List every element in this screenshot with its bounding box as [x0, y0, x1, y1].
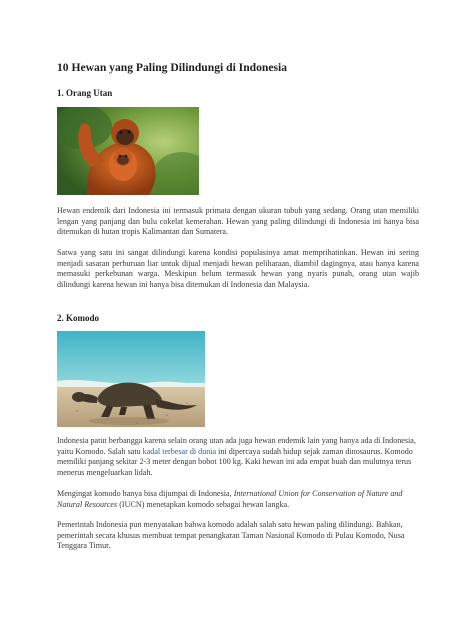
komodo-paragraph-2 [57, 489, 419, 510]
komodo-photo [57, 331, 205, 427]
orangutan-photo [57, 107, 199, 195]
komodo-paragraph-1-text-b: ini dipercaya sudah hidup sejak zaman dinosaurus. Komodo memiliki panjang sekitar 2-3 meter dengan bobot 100 kg. Kaki hewan ini ada empat buah dan mulutnya terus menerus mengeluarkan lidah. [57, 446, 413, 477]
komodo-paragraph-3: Pemerintah Indonesia pun menyatakan bahwa komodo adalah salah satu hewan paling dilindungi. Bahkan, pemerintah secara khusus membuat tempat penangkaran Taman Nasional Komodo di Pulau Komodo, Nusa Tenggara Timur. [57, 520, 405, 551]
document-title: 10 Hewan yang Paling Dilindungi di Indonesia [57, 61, 288, 74]
section-heading-orang-utan: 1. Orang Utan [57, 88, 113, 98]
orang-utan-paragraph-1: Hewan endemik dari Indonesia ini termasuk primata dengan ukuran tubuh yang sedang. Orang utan memiliki lengan yang panjang dan bulu cokelat kemerahan. Hewan yang paling dilindungi di Indonesia ini hanya bisa ditemukan di hutan tropis Kalimantan dan Sumatera. [57, 206, 419, 237]
komodo-paragraph-2-text-b: (IUCN) menetapkan komodo sebagai hewan langka. [117, 499, 290, 509]
iucn-full-name: International Union for Conservation of Nature and Natural Resources [57, 489, 403, 509]
section-heading-komodo: 2. Komodo [57, 313, 100, 323]
komodo-paragraph-1-text-a: Indonesia patut berbangga karena selain orang utan ada juga hewan endemik lain yang hanya ada di Indonesia, yaitu Komodo. Salah satu [57, 436, 416, 456]
kadal-terbesar-link[interactable]: kadal terbesar di dunia [142, 446, 217, 456]
komodo-paragraph-1 [57, 436, 419, 478]
komodo-paragraph-2-text-a: Mengingat komodo hanya bisa dijumpai di Indonesia, [57, 489, 234, 498]
orang-utan-paragraph-2: Satwa yang satu ini sangat dilindungi karena kondisi populasinya amat memprihatinkan. Hewan ini sering menjadi sasaran perburuan liar untuk dijual menjadi hewan peliharaan, diambil dagingnya, atau hanya karena memasuki perkebunan warga. Meskipun belum termasuk hewan yang nyaris punah, orang utan wajib dilindungi karena hewan ini hanya bisa ditemukan di Indonesia dan Malaysia. [57, 248, 419, 289]
